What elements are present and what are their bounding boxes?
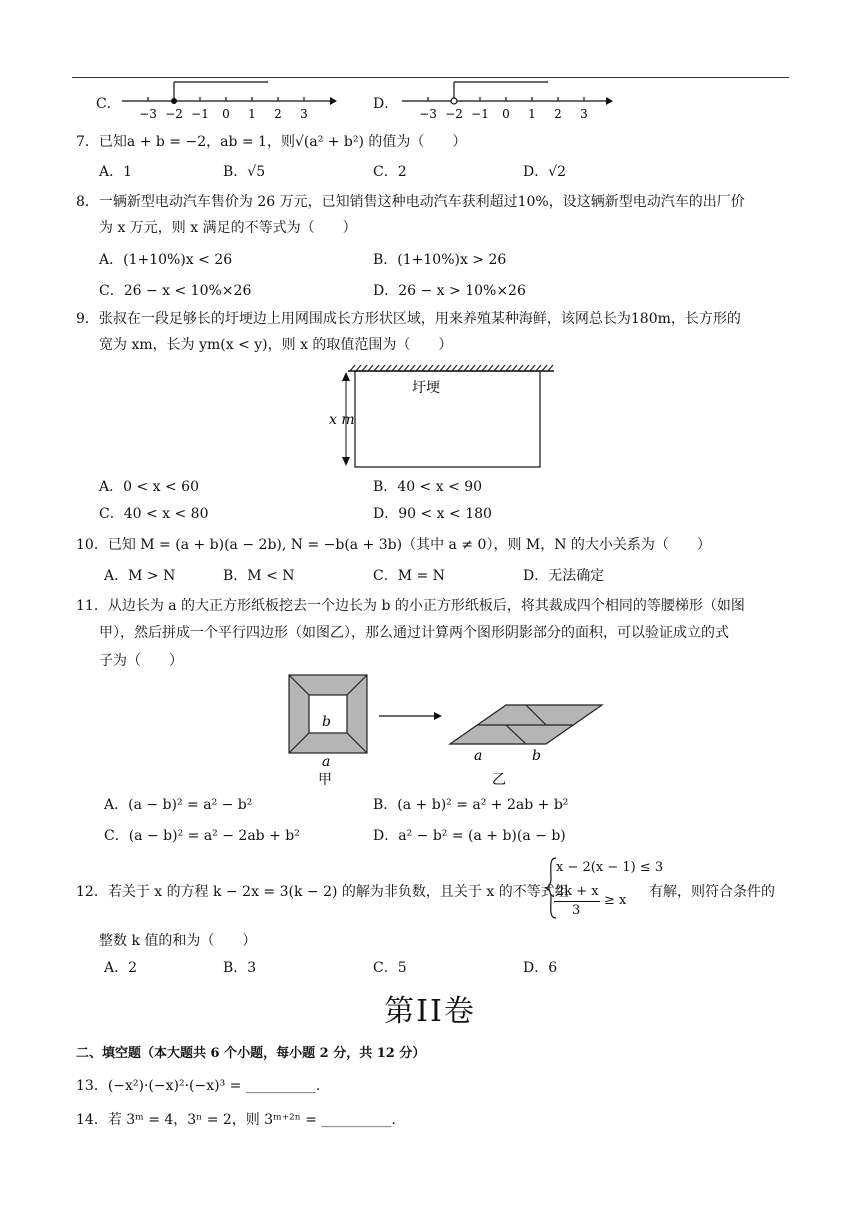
q11-line3: 子为（ ） [99, 653, 183, 669]
tick-label: 3 [300, 107, 308, 121]
levee-hatch [350, 365, 355, 371]
numberline-d [398, 78, 618, 122]
q9-option-c: C．40 < x < 80 [99, 506, 209, 522]
q9-option-a: A．0 < x < 60 [99, 479, 199, 495]
levee-hatch [542, 365, 547, 371]
q12-line2: 整数 k 值的和为（ ） [99, 933, 257, 949]
fig-jia-a: a [322, 754, 331, 770]
tick-label: 1 [248, 107, 256, 121]
levee-hatch [506, 365, 511, 371]
q12-text-pre: 12．若关于 x 的方程 k − 2x = 3(k − 2) 的解为非负数，且关于 x 的不等式组 [76, 884, 569, 900]
open-endpoint [451, 98, 457, 104]
levee-hatch [488, 365, 493, 371]
q12-ineq1: x − 2(x − 1) ≤ 3 [556, 860, 664, 875]
q8-line2: 为 x 万元，则 x 满足的不等式为（ ） [99, 220, 357, 236]
q12-ineq2-den: 3 [572, 903, 581, 918]
fig-jia-label: 甲 [318, 772, 332, 788]
levee-hatch [452, 365, 457, 371]
q10-text: 10．已知 M = (a + b)(a − 2b), N = −b(a + 3b)（其中 a ≠ 0），则 M，N 的大小关系为（ ） [76, 537, 711, 553]
tick-label: 0 [222, 107, 230, 121]
q11-option-a: A．(a − b)² = a² − b² [104, 797, 253, 813]
levee-hatch [536, 365, 541, 371]
q13-text: 13．(−x²)·(−x)²·(−x)³ = __________. [76, 1078, 321, 1094]
tick-label: −3 [419, 107, 437, 121]
fraction-bar [554, 901, 600, 902]
levee-hatch [410, 365, 415, 371]
tick-label: −1 [471, 107, 489, 121]
q11-line1: 11．从边长为 a 的大正方形纸板挖去一个边长为 b 的小正方形纸板后，将其裁成四个相同的等腰梯形（如图 [76, 598, 745, 614]
levee-hatch [458, 365, 463, 371]
numberline-c [118, 78, 338, 122]
q7-option-d: D．√2 [523, 164, 567, 180]
levee-hatch [518, 365, 523, 371]
q11-option-c: C．(a − b)² = a² − 2ab + b² [104, 828, 300, 844]
q9-figure [326, 362, 558, 474]
q12-option-d: D．6 [523, 960, 558, 976]
q11-option-b: B．(a + b)² = a² + 2ab + b² [373, 797, 569, 813]
q11-option-d: D．a² − b² = (a + b)(a − b) [373, 828, 566, 844]
levee-label: 圩埂 [412, 380, 440, 396]
levee-hatch [368, 365, 373, 371]
q12-ineq2-rhs: ≥ x [604, 893, 627, 908]
q9-option-d: D．90 < x < 180 [373, 506, 492, 522]
part2-title: 第II卷 [384, 994, 476, 1029]
q12-text-post: 有解，则符合条件的 [649, 884, 775, 900]
levee-hatch [398, 365, 403, 371]
q12-option-c: C．5 [373, 960, 407, 976]
option-c-label: C． [96, 96, 121, 112]
q7-option-b: B．√5 [223, 164, 266, 180]
levee-hatch [464, 365, 469, 371]
levee-hatch [362, 365, 367, 371]
levee-hatch [440, 365, 445, 371]
fig-jia-b: b [322, 714, 331, 730]
tick-label: 0 [502, 107, 510, 121]
q10-option-d: D．无法确定 [523, 568, 605, 584]
tick-label: 2 [274, 107, 282, 121]
width-label: x m [329, 412, 355, 428]
levee-hatch [404, 365, 409, 371]
tick-label: 3 [580, 107, 588, 121]
tick-label: 1 [528, 107, 536, 121]
tick-label: −1 [191, 107, 209, 121]
tick-label: −2 [445, 107, 463, 121]
q9-option-b: B．40 < x < 90 [373, 479, 483, 495]
levee-hatch [392, 365, 397, 371]
q9-line1: 9．张叔在一段足够长的圩埂边上用网围成长方形状区域，用来养殖某种海鲜，该网总长为180m，长方形的 [76, 311, 741, 327]
q12-ineq2-num: 2k + x [556, 884, 599, 899]
levee-hatch [422, 365, 427, 371]
fig-yi-b: b [532, 748, 541, 764]
levee-hatch [476, 365, 481, 371]
levee-hatch [548, 365, 553, 371]
levee-hatch [512, 365, 517, 371]
levee-hatch [530, 365, 535, 371]
q9-line2: 宽为 xm，长为 ym(x < y)，则 x 的取值范围为（ ） [99, 337, 453, 353]
levee-hatch [416, 365, 421, 371]
tick-label: −3 [139, 107, 157, 121]
q8-option-c: C．26 − x < 10%×26 [99, 283, 252, 299]
levee-hatch [374, 365, 379, 371]
q8-option-a: A．(1+10%)x < 26 [99, 252, 233, 268]
q8-option-d: D．26 − x > 10%×26 [373, 283, 526, 299]
q8-option-b: B．(1+10%)x > 26 [373, 252, 507, 268]
tick-label: 2 [554, 107, 562, 121]
levee-hatch [356, 365, 361, 371]
levee-hatch [482, 365, 487, 371]
levee-hatch [434, 365, 439, 371]
q11-line2: 甲），然后拼成一个平行四边形（如图乙），那么通过计算两个图形阴影部分的面积，可以验证成立的式 [99, 625, 729, 641]
levee-hatch [500, 365, 505, 371]
q7-option-c: C．2 [373, 164, 407, 180]
levee-hatch [446, 365, 451, 371]
q10-option-c: C．M = N [373, 568, 445, 584]
fig-yi-label: 乙 [492, 772, 506, 788]
q12-option-a: A．2 [104, 960, 138, 976]
q14-text: 14．若 3ᵐ = 4，3ⁿ = 2，则 3ᵐ⁺²ⁿ = __________. [76, 1112, 396, 1128]
levee-hatch [470, 365, 475, 371]
q10-option-a: A．M > N [104, 568, 176, 584]
levee-hatch [380, 365, 385, 371]
fig-yi-a: a [474, 748, 483, 764]
q12-option-b: B．3 [223, 960, 257, 976]
option-d-label: D． [373, 96, 399, 112]
section-heading: 二、填空题（本大题共 6 个小题，每小题 2 分，共 12 分） [76, 1046, 426, 1061]
q8-line1: 8．一辆新型电动汽车售价为 26 万元，已知销售这种电动汽车获利超过10%，设这辆新型电动汽车的出厂价 [76, 194, 745, 210]
levee-hatch [524, 365, 529, 371]
q11-figure [284, 670, 614, 790]
q7-option-a: A．1 [99, 164, 133, 180]
q7-text: 7．已知a + b = −2，ab = 1，则√(a² + b²) 的值为（ ） [76, 134, 467, 150]
levee-hatch [386, 365, 391, 371]
levee-hatch [494, 365, 499, 371]
levee-hatch [428, 365, 433, 371]
closed-endpoint [171, 98, 177, 104]
tick-label: −2 [165, 107, 183, 121]
q10-option-b: B．M < N [223, 568, 295, 584]
